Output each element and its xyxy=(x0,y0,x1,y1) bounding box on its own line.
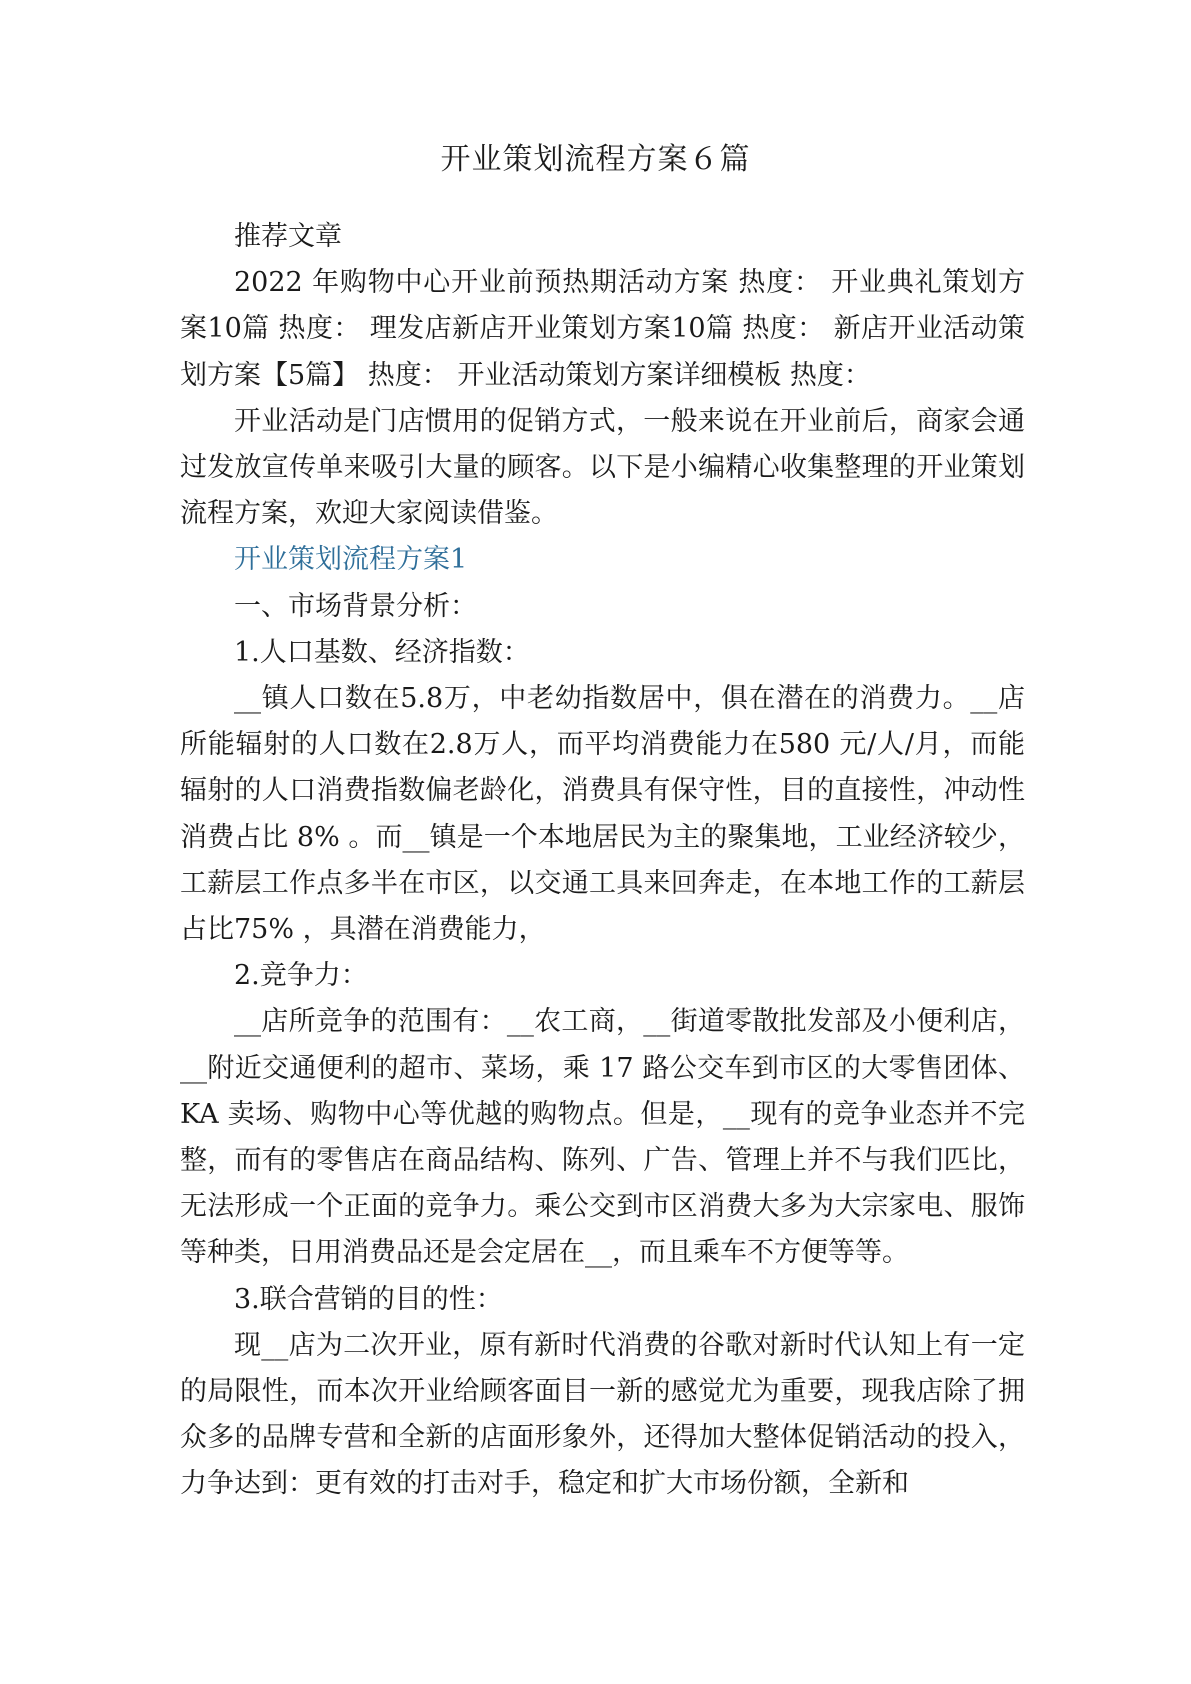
paragraph-recommended-label: 推荐文章 xyxy=(234,221,342,252)
paragraph-competition-detail: __店所竞争的范围有：__农工商，__街道零散批发部及小便利店，__附近交通便利的超市、菜场，乘 17 路公交车到市区的大零售团体、KA 卖场、购物中心等优越的购物点。但是，__现有的竞争业态并不完整，而有的零售店在商品结构、陈列、广告、管理上并不与我们匹比，无法形成一个正面的竞争力。乘公交到市区消费大多为大宗家电、服饰等种类，日用消费品还是会定居在__，而且乘车不方便等等。 xyxy=(180,1006,1025,1269)
paragraph-subsection-population: 1.人口基数、经济指数： xyxy=(234,636,530,668)
paragraph-subsection-marketing: 3.联合营销的目的性： xyxy=(234,1283,503,1315)
document-body xyxy=(180,214,1025,1508)
paragraph-marketing-detail: 现__店为二次开业，原有新时代消费的谷歌对新时代认知上有一定的局限性，而本次开业给顾客面目一新的感觉尤为重要，现我店除了拥众多的品牌专营和全新的店面形象外，还得加大整体促销活动的投入，力争达到：更有效的打击对手，稳定和扩大市场份额，全新和 xyxy=(180,1329,1025,1500)
paragraph-intro: 开业活动是门店惯用的促销方式，一般来说在开业前后，商家会通过发放宣传单来吸引大量的顾客。以下是小编精心收集整理的开业策划流程方案，欢迎大家阅读借鉴。 xyxy=(180,405,1025,530)
paragraph-population-detail: __镇人口数在5.8万，中老幼指数居中，俱在潜在的消费力。__店所能辐射的人口数在2.8万人，而平均消费能力在580 元/人/月，而能辐射的人口消费指数偏老龄化，消费具有保守性，目的直接性，冲动性消费占比 8% 。而__镇是一个本地居民为主的聚集地，工业经济较少，工薪层工作点多半在市区，以交通工具来回奔走，在本地工作的工薪层占比75% ，具潜在消费能力， xyxy=(180,683,1025,946)
document-title: 开业策划流程方案６篇 xyxy=(440,142,751,177)
paragraph-subsection-competition: 2.竞争力： xyxy=(234,960,368,992)
paragraph-section-one: 一、市场背景分析： xyxy=(234,590,477,622)
paragraph-recommended-list: 2022 年购物中心开业前预热期活动方案 热度： 开业典礼策划方案10篇 热度： 理发店新店开业策划方案10篇 热度： 新店开业活动策划方案【5篇】 热度： 开业活动策划方案详细模板 热度： xyxy=(180,267,1025,391)
section-heading-link[interactable]: 开业策划流程方案1 xyxy=(234,544,468,576)
